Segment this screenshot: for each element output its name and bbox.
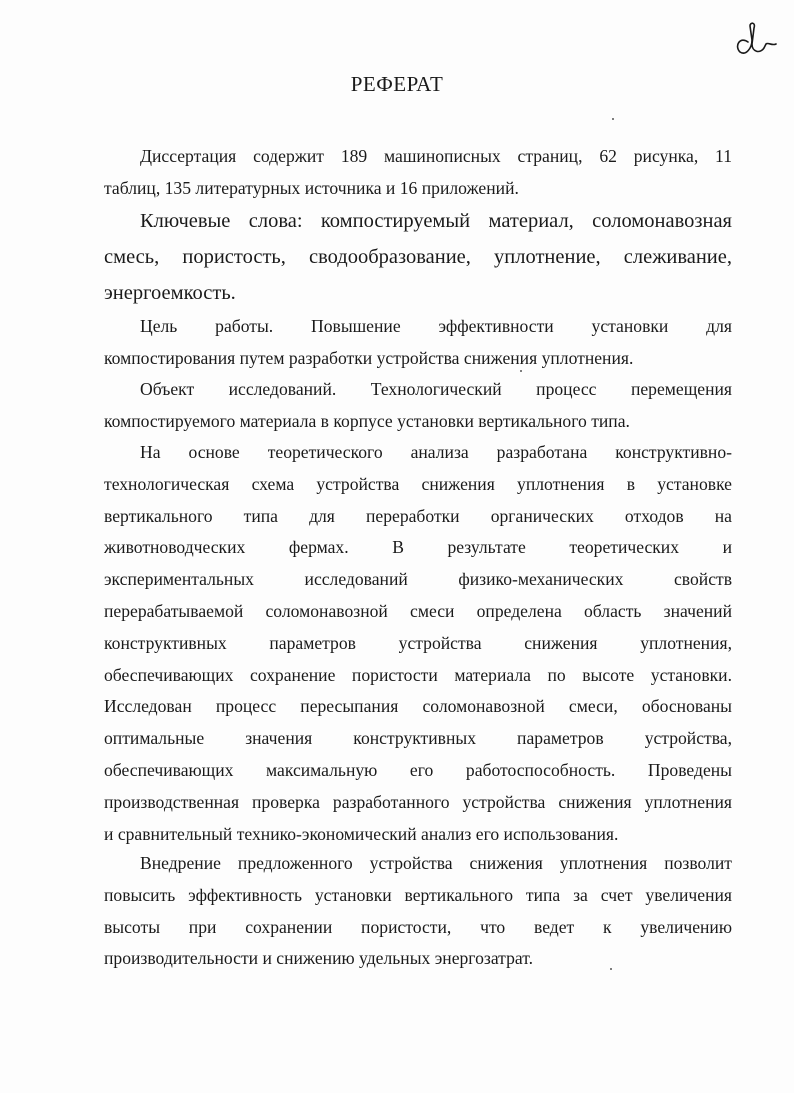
text-line: таблиц, 135 литературных источника и 16 приложений. [104,177,519,198]
text-line: компостирования путем разработки устройства снижения уплотнения. [104,347,634,368]
page-title: РЕФЕРАТ [350,72,444,96]
text-line: Объект исследований. Технологический процесс перемещения [140,379,732,399]
scan-speck [610,968,612,970]
text-line: технологическая схема устройства снижения уплотнения в установке [104,473,732,494]
text-line: компостируемого материала в корпусе установки вертикального типа. [104,410,630,431]
text-line: Исследован процесс пересыпания соломонавозной смеси, обоснованы [104,696,732,717]
text-line: смесь, пористость, сводообразование, уплотнение, слеживание, [104,246,732,268]
text-line: конструктивных параметров устройства снижения уплотнения, [104,632,732,653]
text-line: экспериментальных исследований физико-механических свойств [104,569,732,590]
paragraph-summary [104,141,732,205]
text-line: животноводческих фермах. В результате теоретических и [104,537,732,558]
text-line: перерабатываемой соломонавозной смеси определена область значений [104,600,732,621]
text-line: Диссертация содержит 189 машинописных страниц, 62 рисунка, 11 [140,146,732,166]
text-line: производительности и снижению удельных энергозатрат. [104,948,533,969]
text-line: вертикального типа для переработки органических отходов на [104,505,732,526]
paragraph-object [104,374,732,438]
handwritten-page-number [732,22,778,56]
text-line: обеспечивающих сохранение пористости материала по высоте установки. [104,664,732,685]
scan-speck [612,118,614,120]
paragraph-keywords [104,203,732,311]
paragraph-results [104,437,732,850]
text-line: Внедрение предложенного устройства снижения уплотнения позволит [140,853,732,873]
scan-speck [520,370,522,372]
text-line: Ключевые слова: компостируемый материал, соломонавозная [140,210,732,232]
text-line: На основе теоретического анализа разработана конструктивно- [140,442,732,462]
text-line: Цель работы. Повышение эффективности установки для [140,316,732,336]
paragraph-conclusion [104,848,732,975]
paragraph-goal [104,311,732,375]
text-line: производственная проверка разработанного устройства снижения уплотнения [104,791,732,812]
text-line: энергоемкость. [104,282,236,304]
text-line: высоты при сохранении пористости, что ведет к увеличению [104,916,732,937]
text-line: оптимальные значения конструктивных параметров устройства, [104,728,732,749]
text-line: обеспечивающих максимальную его работоспособность. Проведены [104,759,732,780]
text-line: повысить эффективность установки вертикального типа за счет увеличения [104,884,732,905]
text-line: и сравнительный технико-экономический анализ его использования. [104,823,619,844]
